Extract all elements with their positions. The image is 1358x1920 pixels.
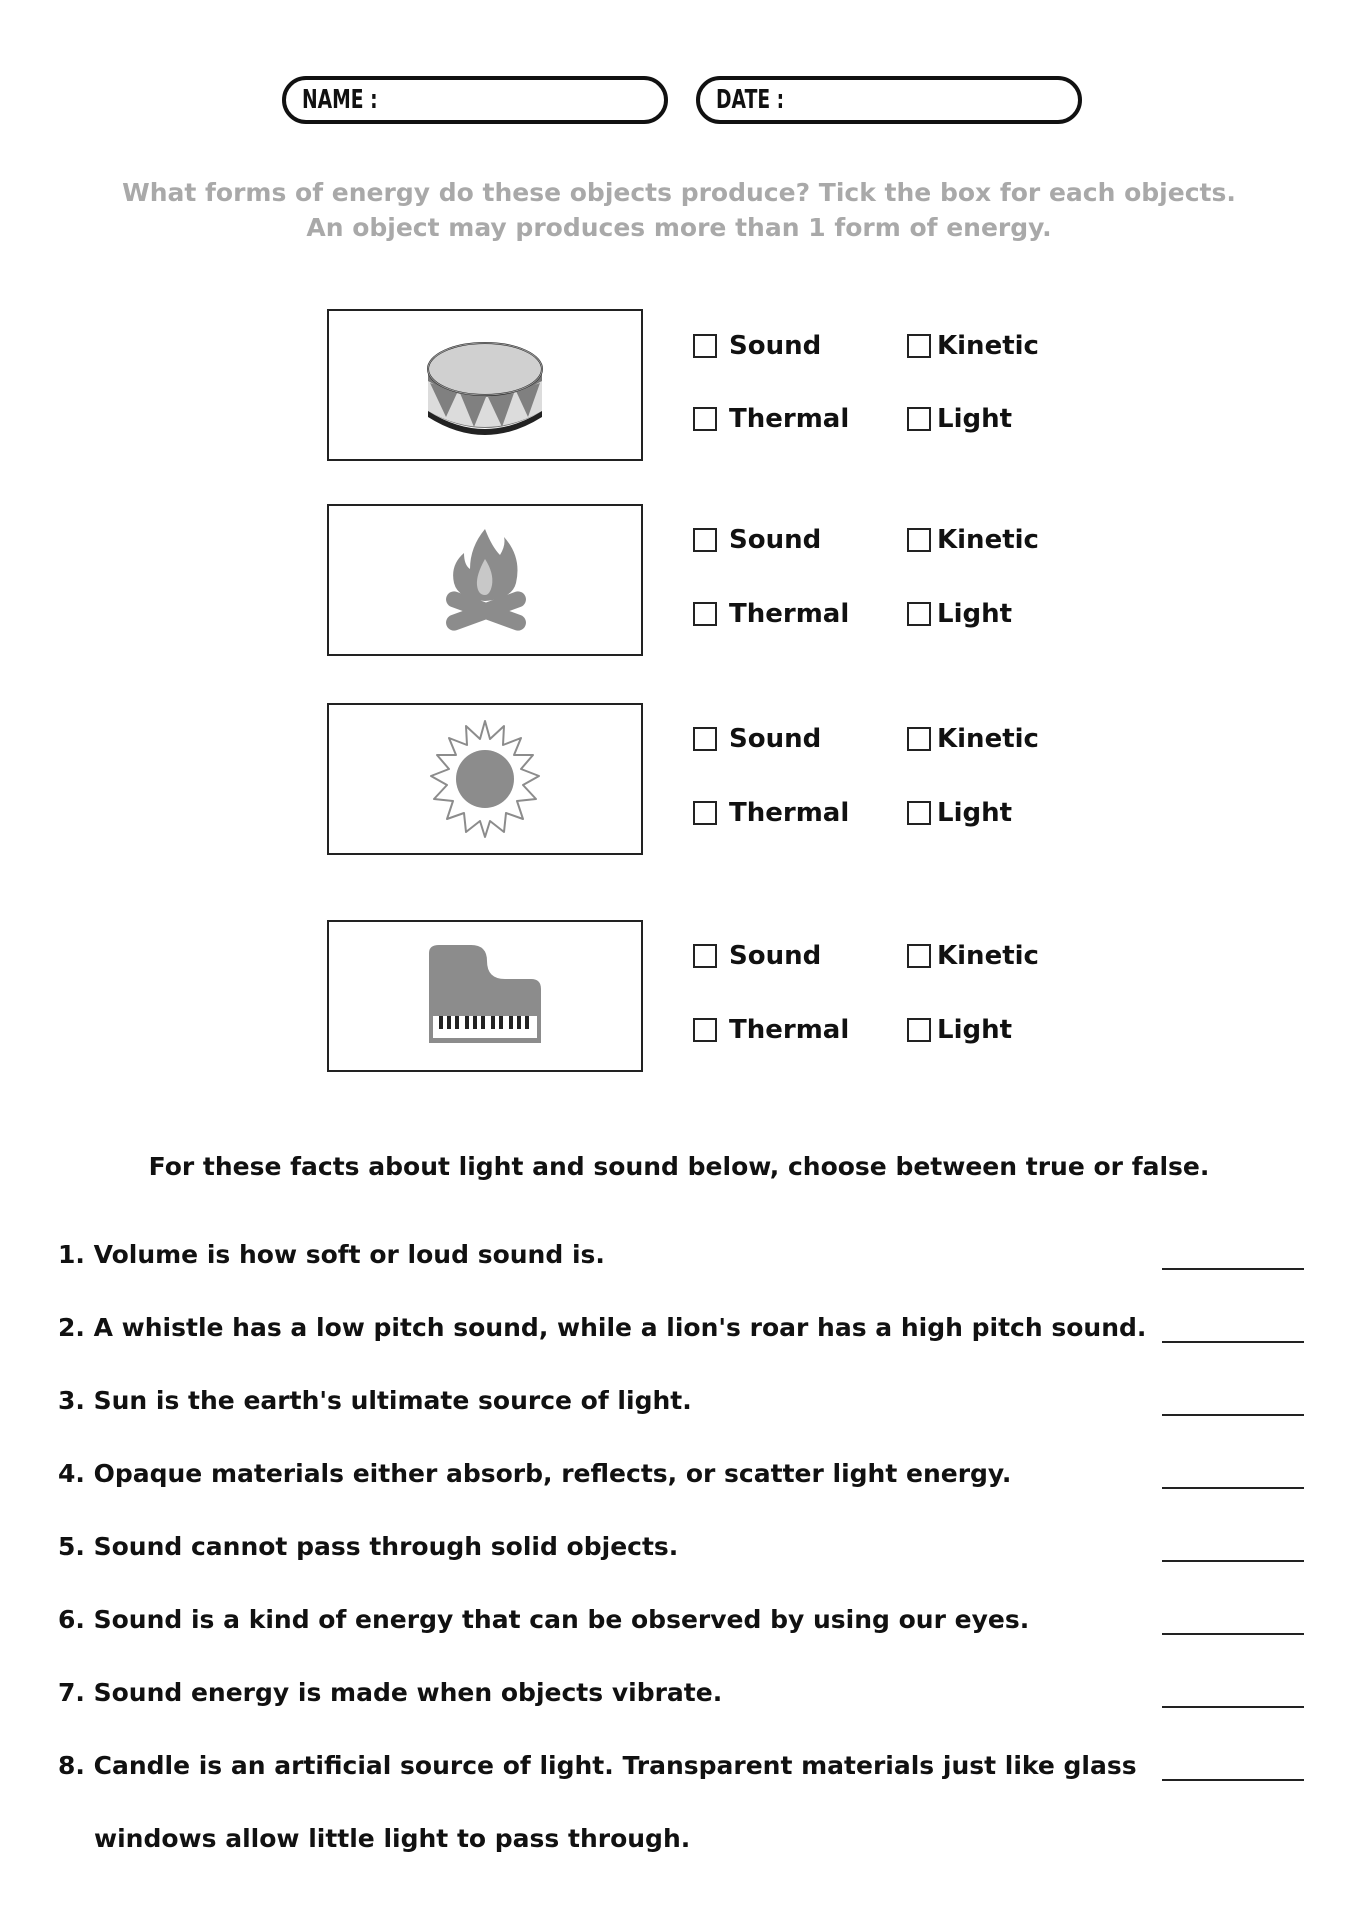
object-image-box-sun <box>327 703 643 855</box>
question-6: 6. Sound is a kind of energy that can be observed by using our eyes. <box>58 1605 1030 1634</box>
checkbox[interactable] <box>907 334 931 358</box>
instruction-line-1: What forms of energy do these objects produce? Tick the box for each objects. <box>122 178 1236 207</box>
option-thermal[interactable] <box>693 796 849 830</box>
checkbox[interactable] <box>693 801 717 825</box>
option-kinetic[interactable] <box>907 523 1039 557</box>
option-sound[interactable] <box>693 722 821 756</box>
option-label: Sound <box>729 525 822 555</box>
option-kinetic[interactable] <box>907 722 1039 756</box>
object-image-box-drum <box>327 309 643 461</box>
option-sound[interactable] <box>693 939 821 973</box>
option-kinetic[interactable] <box>907 939 1039 973</box>
piano-icon <box>425 941 545 1051</box>
option-label: Kinetic <box>937 331 1039 361</box>
drum-icon <box>420 325 550 445</box>
checkbox[interactable] <box>693 727 717 751</box>
checkbox[interactable] <box>693 944 717 968</box>
option-sound[interactable] <box>693 523 821 557</box>
option-label: Light <box>937 1015 1013 1045</box>
option-label: Thermal <box>729 404 850 434</box>
checkbox[interactable] <box>907 1018 931 1042</box>
option-thermal[interactable] <box>693 402 849 436</box>
question-2: 2. A whistle has a low pitch sound, while a lion's roar has a high pitch sound. <box>58 1313 1147 1342</box>
campfire-icon <box>440 525 530 635</box>
question-8-continuation: windows allow little light to pass through. <box>94 1824 691 1853</box>
answer-blank-1[interactable] <box>1162 1244 1304 1270</box>
option-label: Sound <box>729 941 822 971</box>
option-label: Light <box>937 798 1013 828</box>
question-1: 1. Volume is how soft or loud sound is. <box>58 1240 605 1269</box>
sun-icon <box>425 719 545 839</box>
name-field[interactable] <box>282 76 668 124</box>
option-sound[interactable] <box>693 329 821 363</box>
option-kinetic[interactable] <box>907 329 1039 363</box>
checkbox[interactable] <box>907 528 931 552</box>
option-label: Kinetic <box>937 525 1039 555</box>
answer-blank-3[interactable] <box>1162 1390 1304 1416</box>
option-light[interactable] <box>907 1013 1012 1047</box>
option-light[interactable] <box>907 597 1012 631</box>
option-label: Sound <box>729 724 822 754</box>
checkbox[interactable] <box>907 944 931 968</box>
option-light[interactable] <box>907 796 1012 830</box>
option-label: Thermal <box>729 798 850 828</box>
name-label: NAME : <box>302 85 378 115</box>
checkbox[interactable] <box>693 528 717 552</box>
checkbox[interactable] <box>907 602 931 626</box>
answer-blank-5[interactable] <box>1162 1536 1304 1562</box>
answer-blank-2[interactable] <box>1162 1317 1304 1343</box>
date-field[interactable] <box>696 76 1082 124</box>
option-label: Kinetic <box>937 941 1039 971</box>
answer-blank-8[interactable] <box>1162 1755 1304 1781</box>
checkbox[interactable] <box>693 334 717 358</box>
date-label: DATE : <box>716 85 785 115</box>
checkbox[interactable] <box>907 801 931 825</box>
question-7: 7. Sound energy is made when objects vibrate. <box>58 1678 723 1707</box>
option-thermal[interactable] <box>693 597 849 631</box>
object-image-box-campfire <box>327 504 643 656</box>
checkbox[interactable] <box>907 407 931 431</box>
option-label: Sound <box>729 331 822 361</box>
option-label: Kinetic <box>937 724 1039 754</box>
section-heading: For these facts about light and sound below, choose between true or false. <box>148 1152 1210 1181</box>
option-light[interactable] <box>907 402 1012 436</box>
option-label: Thermal <box>729 599 850 629</box>
checkbox[interactable] <box>693 1018 717 1042</box>
answer-blank-6[interactable] <box>1162 1609 1304 1635</box>
instruction-line-2: An object may produces more than 1 form of energy. <box>306 213 1052 242</box>
question-4: 4. Opaque materials either absorb, reflects, or scatter light energy. <box>58 1459 1012 1488</box>
question-5: 5. Sound cannot pass through solid objects. <box>58 1532 679 1561</box>
answer-blank-7[interactable] <box>1162 1682 1304 1708</box>
answer-blank-4[interactable] <box>1162 1463 1304 1489</box>
object-image-box-piano <box>327 920 643 1072</box>
checkbox[interactable] <box>693 602 717 626</box>
option-label: Light <box>937 599 1013 629</box>
option-label: Light <box>937 404 1013 434</box>
option-label: Thermal <box>729 1015 850 1045</box>
question-3: 3. Sun is the earth's ultimate source of light. <box>58 1386 692 1415</box>
question-8: 8. Candle is an artificial source of light. Transparent materials just like glass <box>58 1751 1137 1780</box>
option-thermal[interactable] <box>693 1013 849 1047</box>
checkbox[interactable] <box>907 727 931 751</box>
checkbox[interactable] <box>693 407 717 431</box>
